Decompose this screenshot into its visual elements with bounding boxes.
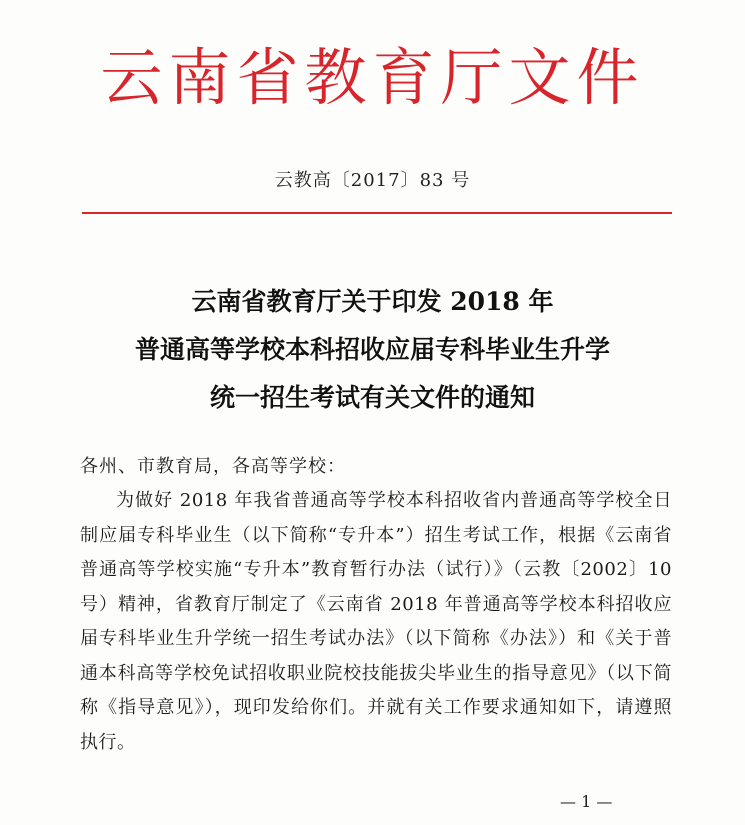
title-line-1: 云南省教育厅关于印发 2018 年: [191, 287, 554, 316]
masthead-title: 云南省教育厅文件: [100, 41, 645, 114]
salutation: 各州、市教育局，各高等学校：: [80, 456, 346, 477]
page-number: — 1 —: [560, 792, 613, 811]
red-divider-line: [82, 212, 672, 214]
notice-title: [0, 278, 745, 422]
title-line-2: 普通高等学校本科招收应届专科毕业生升学: [134, 335, 610, 364]
document-number: 云教高〔2017〕83 号: [274, 170, 471, 191]
body-paragraph: 为做好 2018 年我省普通高等学校本科招收省内普通高等学校全日制应届专科毕业生（以下简称“专升本”）招生考试工作，根据《云南省普通高等学校实施“专升本”教育暂行办法（试行）》（云教〔2002〕10 号）精神，省教育厅制定了《云南省 2018 年普通高等学校本科招收应届专科毕业生升学统一招生考试办法》（以下简称《办法》）和《关于普通本科高等学校免试招收职业院校技能拔尖毕业生的指导意见》（以下简称《指导意见》），现印发给你们。并就有关工作要求通知如下，请遵照执行。: [80, 490, 672, 753]
title-line-3: 统一招生考试有关文件的通知: [209, 383, 535, 412]
